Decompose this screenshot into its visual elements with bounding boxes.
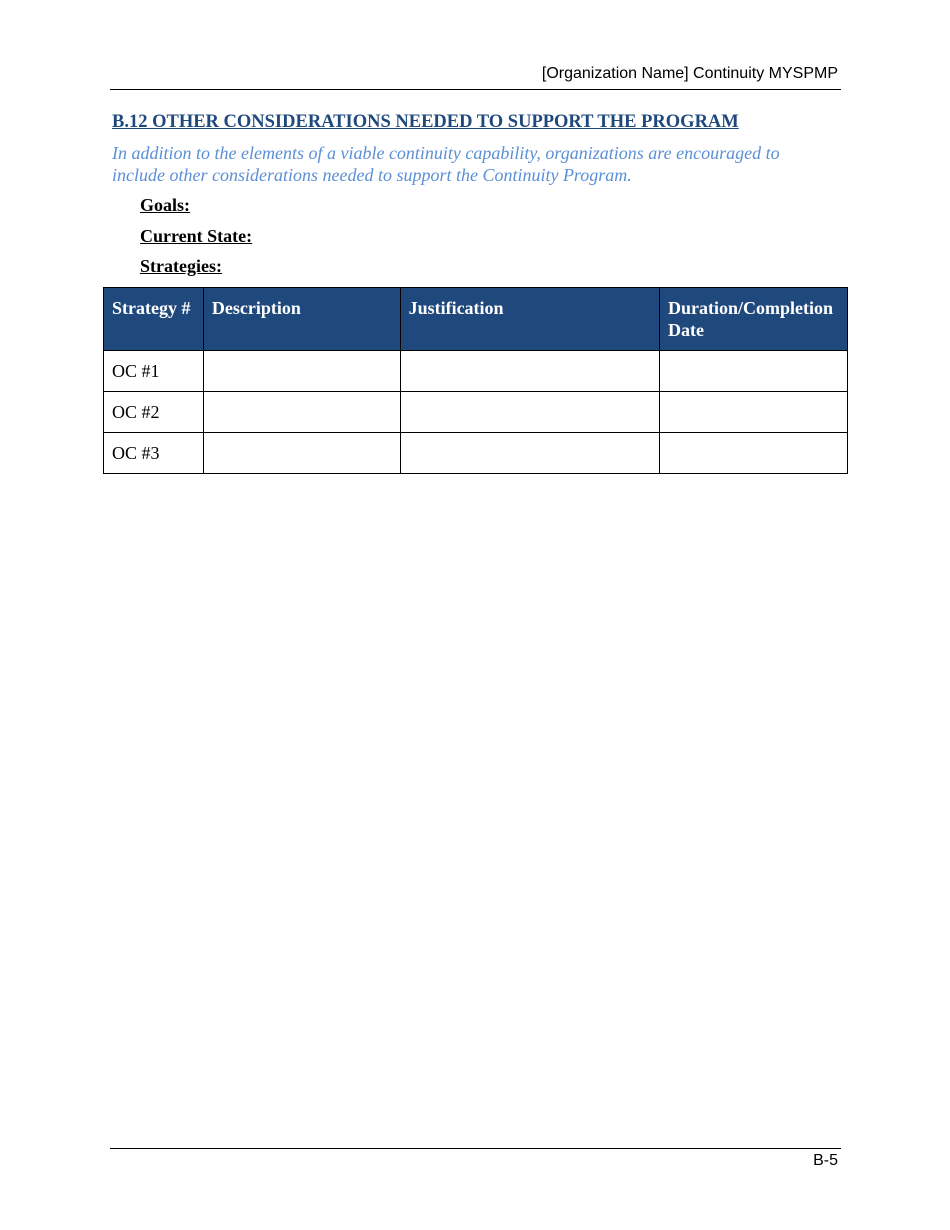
- current-state-label: Current State:: [140, 226, 253, 246]
- table-row: [104, 351, 848, 392]
- description-cell[interactable]: [203, 392, 400, 433]
- table-header-row: [104, 288, 848, 351]
- footer-divider: [110, 1148, 841, 1149]
- header-description: Description: [203, 288, 400, 351]
- goals-label: Goals:: [140, 195, 191, 215]
- header-divider: [110, 89, 841, 90]
- section-title: B.12 OTHER CONSIDERATIONS NEEDED TO SUPPORT THE PROGRAM: [112, 112, 739, 132]
- table-row: [104, 433, 848, 474]
- strategy-number-cell: OC #3: [104, 433, 204, 474]
- justification-cell[interactable]: [400, 433, 659, 474]
- section-intro: In addition to the elements of a viable continuity capability, organizations are encouraged to include other considerations needed to support the Continuity Program.: [112, 143, 780, 185]
- justification-cell[interactable]: [400, 351, 659, 392]
- header-duration-completion-date: Duration/Completion Date: [659, 288, 847, 351]
- strategies-label: Strategies:: [140, 256, 222, 276]
- strategies-table: [103, 287, 848, 474]
- justification-cell[interactable]: [400, 392, 659, 433]
- duration-cell[interactable]: [659, 351, 847, 392]
- duration-cell[interactable]: [659, 392, 847, 433]
- duration-cell[interactable]: [659, 433, 847, 474]
- strategy-number-cell: OC #2: [104, 392, 204, 433]
- page-number: B-5: [813, 1152, 838, 1169]
- strategy-number-cell: OC #1: [104, 351, 204, 392]
- description-cell[interactable]: [203, 433, 400, 474]
- table-row: [104, 392, 848, 433]
- header-strategy-number: Strategy #: [104, 288, 204, 351]
- description-cell[interactable]: [203, 351, 400, 392]
- page-header: [Organization Name] Continuity MYSPMP: [541, 65, 838, 82]
- header-justification: Justification: [400, 288, 659, 351]
